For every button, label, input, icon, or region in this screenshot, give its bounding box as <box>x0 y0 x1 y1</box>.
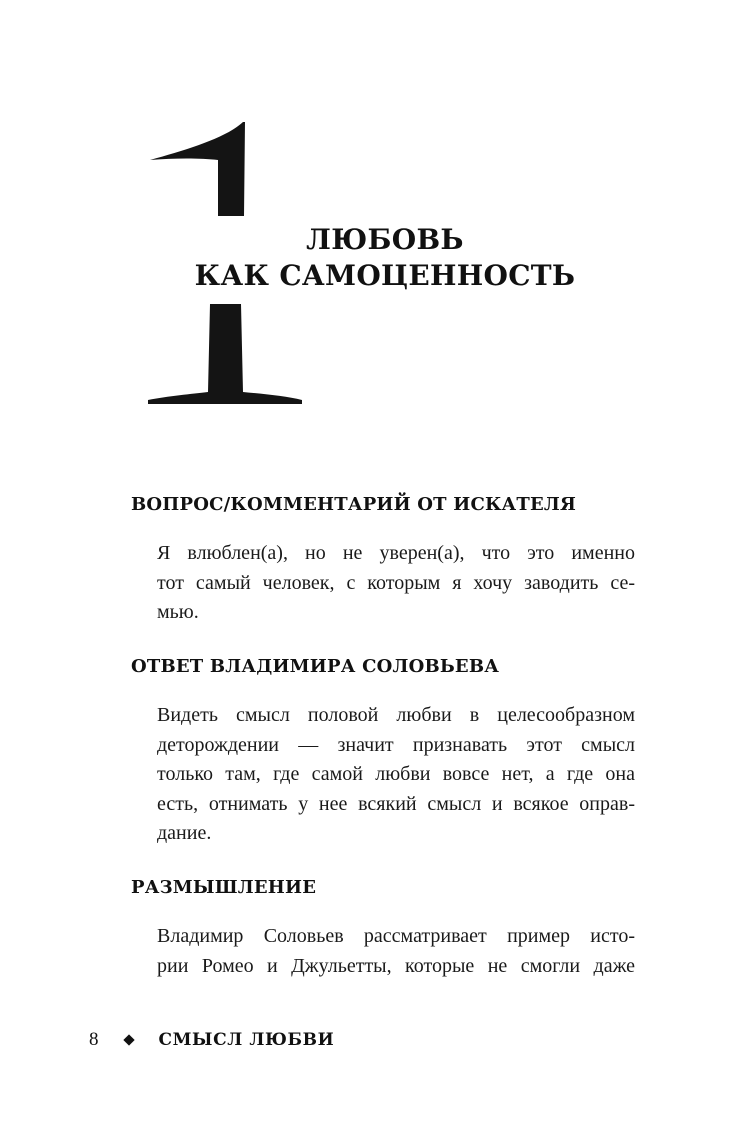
body-line: есть, отнимать у нее всякий смысл и всякое оправ- <box>157 792 635 815</box>
body-line: только там, где самой любви вовсе нет, а где она <box>157 763 635 785</box>
body-line: мью. <box>157 601 199 623</box>
body-line: Владимир Соловьев рассматривает пример исто- <box>157 925 635 947</box>
body-line: Видеть смысл половой любви в целесообразном <box>157 704 635 726</box>
body-line: тот самый человек, с которым я хочу заводить се- <box>157 571 635 594</box>
body-line: деторождении — значит признавать этот смысл <box>157 733 635 756</box>
body-line: Я влюблен(а), но не уверен(а), что это именно <box>157 542 635 564</box>
page-number: 8 <box>89 1029 99 1050</box>
section-solovyov-answer <box>131 656 636 849</box>
section-heading: ОТВЕТ ВЛАДИМИРА СОЛОВЬЕВА <box>131 656 500 677</box>
section-seeker-question <box>131 494 636 628</box>
chapter-title-line-1: ЛЮБОВЬ <box>306 223 464 256</box>
section-body <box>157 922 635 981</box>
section-heading: ВОПРОС/КОММЕНТАРИЙ ОТ ИСКАТЕЛЯ <box>131 494 577 515</box>
page-footer <box>89 1027 334 1053</box>
diamond-icon <box>123 1034 134 1045</box>
body-line: дание. <box>157 822 212 844</box>
section-heading: РАЗМЫШЛЕНИЕ <box>131 877 317 898</box>
chapter-title <box>185 222 585 294</box>
running-title: СМЫСЛ ЛЮБВИ <box>158 1030 335 1050</box>
section-reflection <box>131 877 636 981</box>
section-body <box>157 701 635 849</box>
numeral-upper-stroke <box>150 122 245 216</box>
numeral-lower-stroke <box>148 304 302 404</box>
body-line: рии Ромео и Джульетты, которые не смогли даже <box>157 954 635 977</box>
section-body <box>157 539 635 628</box>
chapter-title-line-2: КАК САМОЦЕННОСТЬ <box>194 259 576 292</box>
